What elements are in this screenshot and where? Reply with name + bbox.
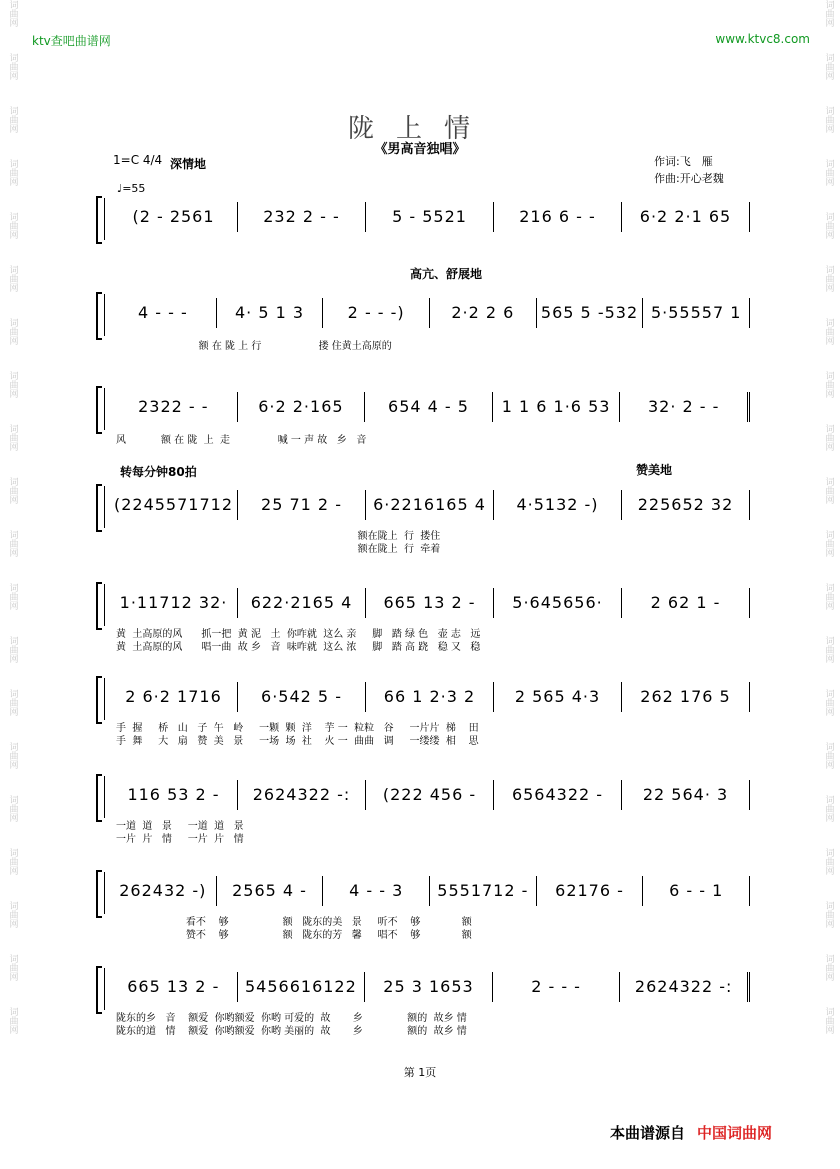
lyrics-line: 风 额 在 陇 上 走 喊 一 声 故 乡 音 [116, 435, 367, 446]
measure: 6 - - 1 [643, 876, 750, 906]
watermark-text: 词曲网 [7, 424, 18, 451]
staff [110, 202, 750, 232]
watermark-text: 词曲网 [823, 636, 834, 663]
watermark-text: 词曲网 [7, 530, 18, 557]
measure: 6·2 2·1 65 [622, 202, 750, 232]
score-system [96, 386, 752, 446]
staff [110, 780, 750, 810]
measure: 6·2216165 4 [366, 490, 494, 520]
measure: 6564322 - [494, 780, 622, 810]
measure: 665 13 2 - [110, 972, 238, 1002]
watermark-text: 词曲网 [823, 0, 834, 27]
measure: 2 565 4·3 [494, 682, 622, 712]
watermark-text: 词曲网 [7, 0, 18, 27]
source-label: 本曲谱源自 [610, 1124, 686, 1142]
measure: 25 3 1653 [365, 972, 493, 1002]
measure: 5·55557 1 [643, 298, 750, 328]
watermark-text: 词曲网 [7, 371, 18, 398]
measure: 2·2 2 6 [430, 298, 537, 328]
measure: 22 564· 3 [622, 780, 750, 810]
system-barline [104, 968, 105, 1010]
watermark-text: 词曲网 [823, 53, 834, 80]
staff [110, 588, 750, 618]
system-bracket [96, 676, 102, 724]
lyrics-line: 赞不 够 额 陇东的芳 馨 唱不 够 额 [116, 930, 472, 941]
lyrics-line: 陇东的道 情 额爱 你哟额爱 你哟 美丽的 故 乡 额的 故乡 情 [116, 1026, 467, 1037]
watermark-text: 词曲网 [7, 106, 18, 133]
system-barline [104, 678, 105, 720]
measure: 32· 2 - - [620, 392, 750, 422]
score-system [96, 484, 752, 555]
measure: 1·11712 32· [110, 588, 238, 618]
measure: 2624322 -: [238, 780, 366, 810]
watermark-text: 词曲网 [7, 742, 18, 769]
measure: 5 - 5521 [366, 202, 494, 232]
watermark-text: 词曲网 [823, 212, 834, 239]
system-bracket [96, 196, 102, 244]
site-link-left[interactable]: ktv查吧曲谱网 [32, 34, 111, 48]
measure: 2 - - -) [323, 298, 430, 328]
watermark-text: 词曲网 [823, 689, 834, 716]
system-barline [104, 584, 105, 626]
measure: 6·542 5 - [238, 682, 366, 712]
measure: 665 13 2 - [366, 588, 494, 618]
watermark-text: 词曲网 [7, 795, 18, 822]
measure: 232 2 - - [238, 202, 366, 232]
watermark-text: 词曲网 [7, 53, 18, 80]
watermark-text: 词曲网 [823, 371, 834, 398]
measure: 2565 4 - [217, 876, 324, 906]
direction-mark: 高亢、舒展地 [410, 267, 483, 281]
system-bracket [96, 386, 102, 434]
measure: 2 - - - [493, 972, 621, 1002]
lyrics-line: 额在陇上 行 牵着 [116, 544, 441, 555]
direction-mark: 赞美地 [636, 463, 673, 477]
score-system [96, 292, 752, 352]
system-barline [104, 388, 105, 430]
watermark-text: 词曲网 [7, 636, 18, 663]
system-barline [104, 294, 105, 336]
watermark-text: 词曲网 [7, 689, 18, 716]
watermark-text: 词曲网 [823, 742, 834, 769]
measure: 225652 32 [622, 490, 750, 520]
measure: 1 1 6 1·6 53 [493, 392, 621, 422]
system-barline [104, 872, 105, 914]
watermark-text: 词曲网 [7, 318, 18, 345]
measure: 25 71 2 - [238, 490, 366, 520]
measure: 654 4 - 5 [365, 392, 493, 422]
measure: (222 456 - [366, 780, 494, 810]
watermark-text: 词曲网 [7, 1007, 18, 1034]
system-bracket [96, 582, 102, 630]
score-system [96, 196, 752, 246]
measure: 4 - - - [110, 298, 217, 328]
watermark-text: 词曲网 [7, 212, 18, 239]
watermark-text: 词曲网 [7, 477, 18, 504]
tempo-mark: ♩=55 [117, 182, 146, 195]
measure: 4 - - 3 [323, 876, 430, 906]
watermark-text: 词曲网 [823, 424, 834, 451]
lyrics-line: 陇东的乡 音 额爱 你哟额爱 你哟 可爱的 故 乡 额的 故乡 情 [116, 1013, 467, 1024]
measure: 5551712 - [430, 876, 537, 906]
score-system [96, 774, 752, 845]
measure: 216 6 - - [494, 202, 622, 232]
measure: 5456616122 [238, 972, 366, 1002]
measure: 66 1 2·3 2 [366, 682, 494, 712]
system-barline [104, 198, 105, 240]
source-site-link[interactable]: 中国词曲网 [697, 1124, 773, 1142]
watermark-text: 词曲网 [823, 1007, 834, 1034]
measure: 2 62 1 - [622, 588, 750, 618]
system-bracket [96, 292, 102, 340]
song-title: 陇上情 [347, 114, 492, 144]
watermark-text: 词曲网 [823, 265, 834, 292]
watermark-text: 词曲网 [7, 954, 18, 981]
system-bracket [96, 870, 102, 918]
score-system [96, 676, 752, 747]
system-bracket [96, 774, 102, 822]
staff [110, 972, 750, 1002]
watermark-text: 词曲网 [823, 901, 834, 928]
watermark-text: 词曲网 [823, 159, 834, 186]
staff [110, 876, 750, 906]
measure: 262 176 5 [622, 682, 750, 712]
watermark-text: 词曲网 [823, 583, 834, 610]
credits [654, 153, 724, 187]
expression-mark: 深情地 [170, 157, 207, 171]
lyrics-line: 黄 土高原的风 唱一曲 故 乡 音 味咋就 这么 浓 脚 踏 高 跷 稳 又 稳 [116, 642, 481, 653]
lyrics-line: 手 握 桥 山 子 午 岭 一颗 颗 洋 芋 一 粒粒 谷 一片片 梯 田 [116, 723, 479, 734]
watermark-text: 词曲网 [823, 530, 834, 557]
site-link-right[interactable]: www.ktvc8.com [715, 32, 810, 46]
measure: 4· 5 1 3 [217, 298, 324, 328]
watermark-text: 词曲网 [7, 848, 18, 875]
measure: (2245571712 [110, 490, 238, 520]
right-watermark-column [818, 0, 838, 1169]
measure: 116 53 2 - [110, 780, 238, 810]
watermark-text: 词曲网 [823, 795, 834, 822]
watermark-text: 词曲网 [823, 954, 834, 981]
watermark-text: 词曲网 [7, 583, 18, 610]
lyrics-line: 黄 土高原的风 抓一把 黄 泥 土 你咋就 这么 亲 脚 踏 绿 色 壶 志 远 [116, 629, 481, 640]
staff [110, 682, 750, 712]
watermark-text: 词曲网 [823, 477, 834, 504]
measure: 262432 -) [110, 876, 217, 906]
staff [110, 298, 750, 328]
score-system [96, 966, 752, 1037]
lyrics-line: 额在陇上 行 搂住 [116, 531, 441, 542]
left-watermark-column [2, 0, 22, 1169]
watermark-text: 词曲网 [7, 901, 18, 928]
measure: 2624322 -: [620, 972, 750, 1002]
system-bracket [96, 484, 102, 532]
score-system [96, 582, 752, 653]
watermark-text: 词曲网 [7, 159, 18, 186]
watermark-text: 词曲网 [823, 318, 834, 345]
measure: 6·2 2·165 [238, 392, 366, 422]
system-barline [104, 776, 105, 818]
watermark-text: 词曲网 [823, 848, 834, 875]
measure: 4·5132 -) [494, 490, 622, 520]
lyrics-line: 一道 道 景 一道 道 景 [116, 821, 244, 832]
staff [110, 392, 750, 422]
lyrics-line: 额 在 陇 上 行 搂 住黄土高原的 [116, 341, 392, 352]
lyrics-line: 看不 够 额 陇东的美 景 听不 够 额 [116, 917, 472, 928]
composer-credit: 作曲:开心老魏 [654, 172, 724, 185]
lyrics-line: 一片 片 情 一片 片 情 [116, 834, 244, 845]
measure: 5·645656· [494, 588, 622, 618]
measure: 565 5 -532 [537, 298, 644, 328]
watermark-text: 词曲网 [7, 265, 18, 292]
measure: 2 6·2 1716 [110, 682, 238, 712]
page-number: 第 1页 [403, 1066, 437, 1079]
lyrics-line: 手 舞 大 扇 赞 美 景 一场 场 社 火 一 曲曲 调 一缕缕 相 思 [116, 736, 479, 747]
measure: 62176 - [537, 876, 644, 906]
lyricist-credit: 作词:飞 雁 [654, 155, 713, 168]
source-credit [610, 1122, 772, 1143]
staff [110, 490, 750, 520]
song-subtitle: 《男高音独唱》 [374, 142, 466, 157]
system-barline [104, 486, 105, 528]
measure: 2322 - - [110, 392, 238, 422]
measure: (2 - 2561 [110, 202, 238, 232]
direction-mark: 转每分钟80拍 [120, 465, 197, 479]
score-system [96, 870, 752, 941]
key-signature: 1=C 4/4 [113, 153, 163, 167]
system-bracket [96, 966, 102, 1014]
measure: 622·2165 4 [238, 588, 366, 618]
watermark-text: 词曲网 [823, 106, 834, 133]
